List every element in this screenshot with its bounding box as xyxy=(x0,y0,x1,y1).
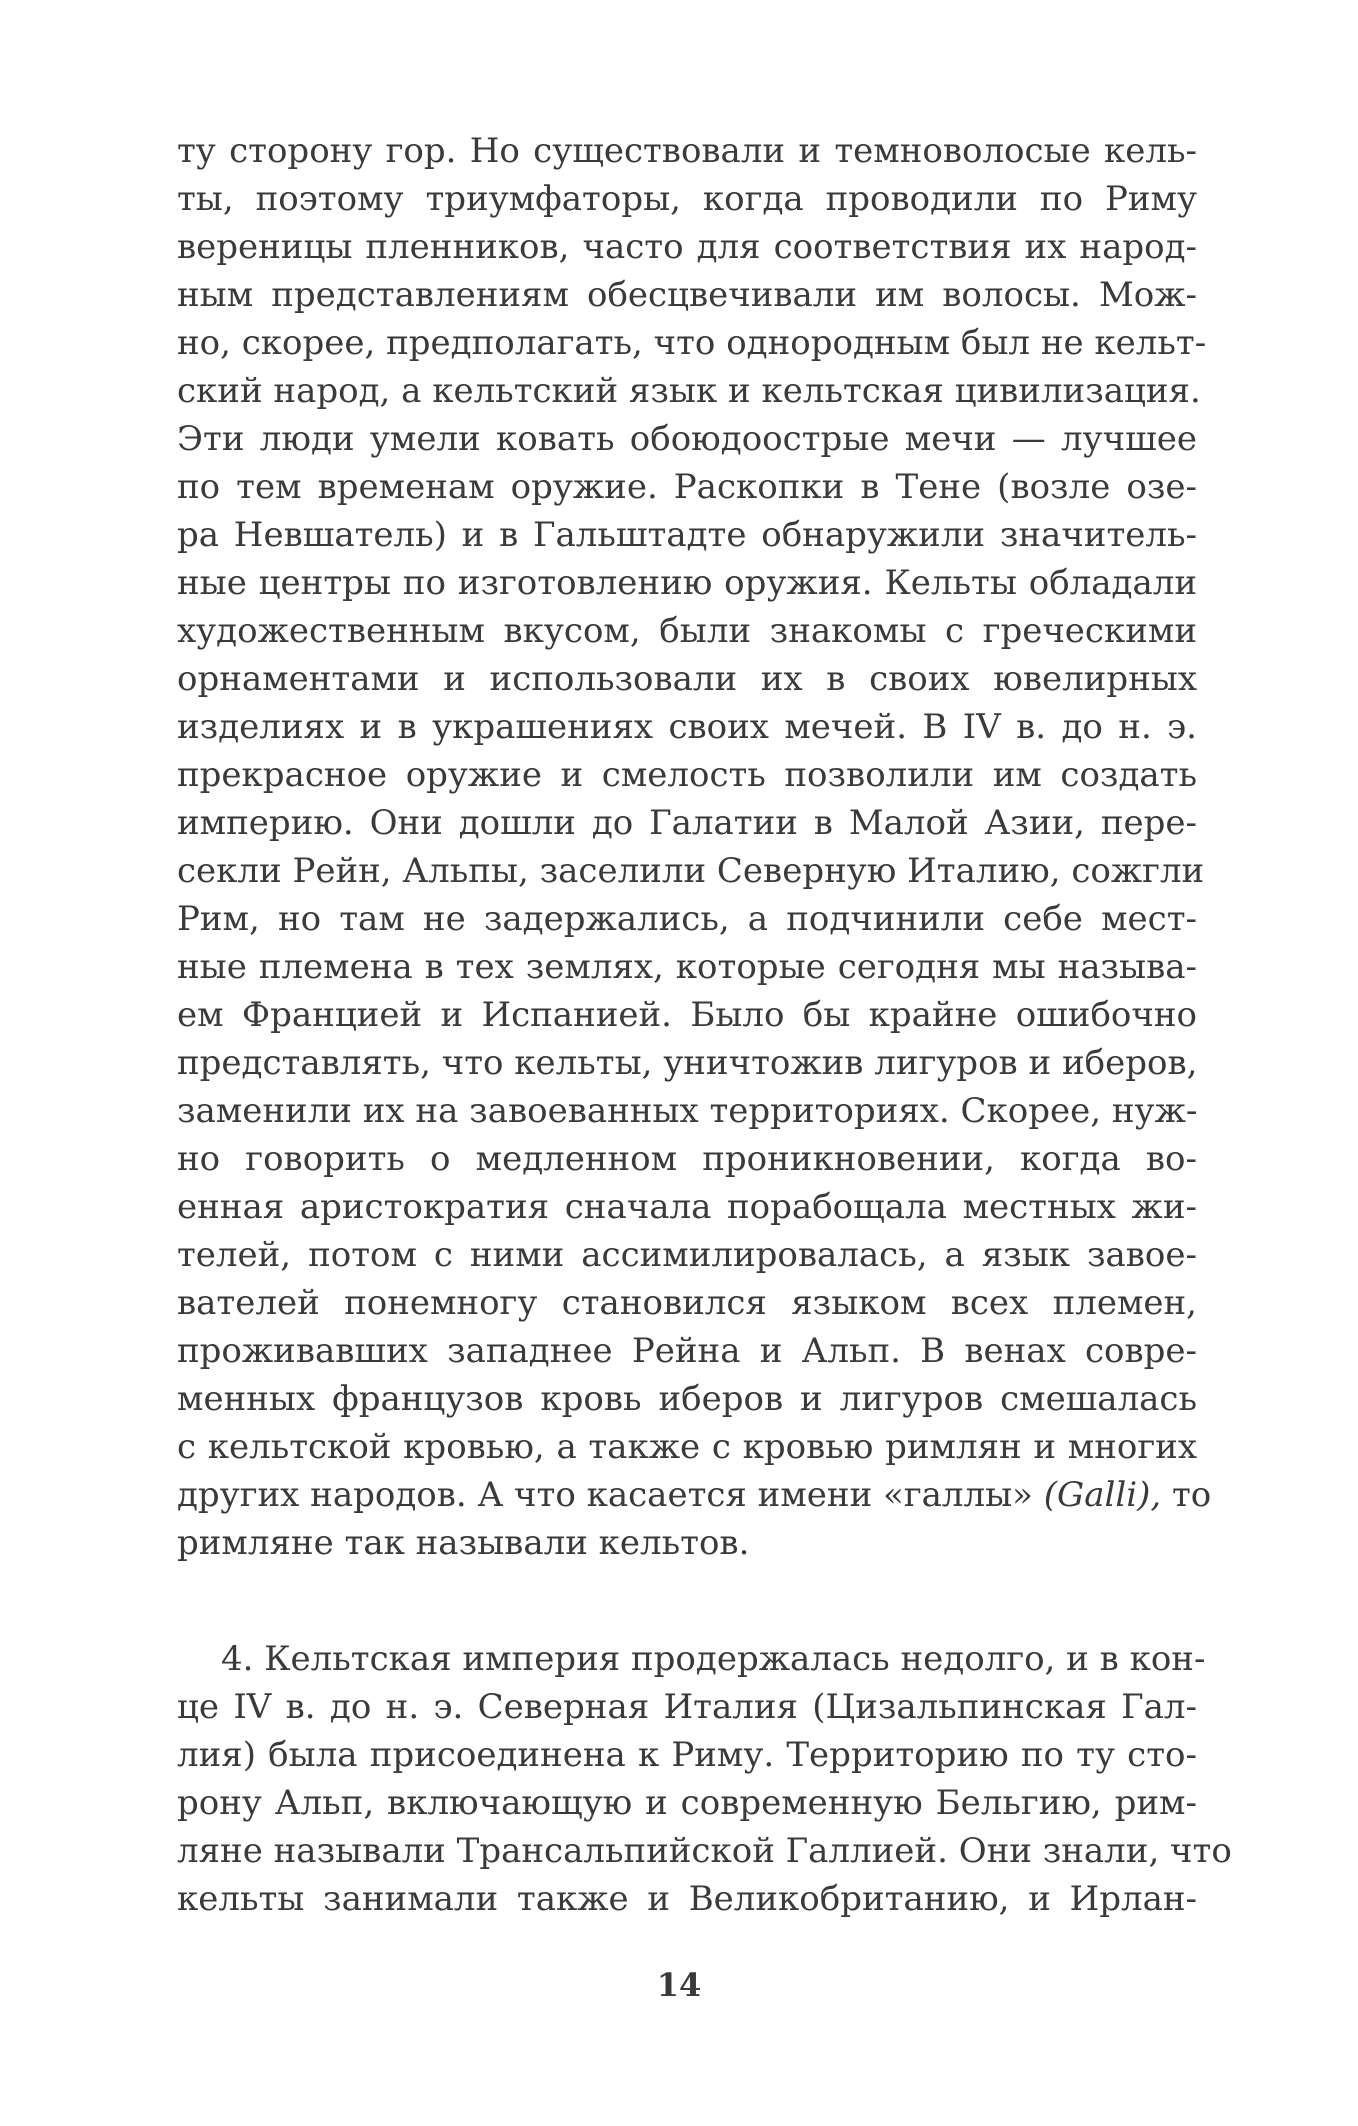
text-line: енная аристократия сначала порабощала местных жи- xyxy=(177,1187,1197,1227)
text-line: но, скорее, предполагать, что однородным был не кельт- xyxy=(177,323,1207,363)
text-line: Рим, но там не задержались, а подчинили себе мест- xyxy=(177,899,1197,939)
paragraph-2 xyxy=(177,1635,1232,1923)
text-line-with-italic xyxy=(177,1471,1212,1519)
text-line: це IV в. до н. э. Северная Италия (Цизальпинская Гал- xyxy=(177,1687,1197,1727)
text-line: ные центры по изготовлению оружия. Кельты обладали xyxy=(177,563,1197,603)
text-line: лия) была присоединена к Риму. Территорию по ту сто- xyxy=(177,1735,1197,1775)
italic-term: (Galli), xyxy=(1043,1475,1162,1515)
text-line: ные племена в тех землях, которые сегодня мы называ- xyxy=(177,947,1197,987)
text-segment: других народов. А что касается имени «галлы» xyxy=(177,1475,1044,1515)
text-line: ту сторону гор. Но существовали и темноволосые кель- xyxy=(177,131,1197,171)
text-line: изделиях и в украшениях своих мечей. В IV в. до н. э. xyxy=(177,707,1197,747)
text-line: империю. Они дошли до Галатии в Малой Азии, пере- xyxy=(177,803,1197,843)
text-line: ский народ, а кельтский язык и кельтская цивилизация. xyxy=(177,371,1201,411)
text-line: ты, поэтому триумфаторы, когда проводили по Риму xyxy=(177,179,1197,219)
text-line: кельты занимали также и Великобританию, и Ирлан- xyxy=(177,1879,1197,1919)
text-line: секли Рейн, Альпы, заселили Северную Италию, сожгли xyxy=(177,851,1205,891)
page-number: 14 xyxy=(656,1966,702,2004)
text-line: прекрасное оружие и смелость позволили им создать xyxy=(177,755,1197,795)
text-line: ем Францией и Испанией. Было бы крайне ошибочно xyxy=(177,995,1197,1035)
text-line: но говорить о медленном проникновении, когда во- xyxy=(177,1139,1197,1179)
text-line: Эти люди умели ковать обоюдоострые мечи — лучшее xyxy=(177,419,1197,459)
text-line: римляне так называли кельтов. xyxy=(177,1523,750,1563)
text-line: телей, потом с ними ассимилировалась, а язык завое- xyxy=(177,1235,1197,1275)
text-line: художественным вкусом, были знакомы с греческими xyxy=(177,611,1197,651)
text-line: ра Невшатель) и в Гальштадте обнаружили значитель- xyxy=(177,515,1197,555)
paragraph-1 xyxy=(177,127,1212,1567)
text-line: ным представлениям обесцвечивали им волосы. Мож- xyxy=(177,275,1197,315)
text-line: рону Альп, включающую и современную Бельгию, рим- xyxy=(177,1783,1197,1823)
text-line: орнаментами и использовали их в своих ювелирных xyxy=(177,659,1197,699)
body-text xyxy=(177,127,1232,1923)
text-line: 4. Кельтская империя продержалась недолго, и в кон- xyxy=(221,1639,1206,1679)
text-segment: то xyxy=(1161,1475,1212,1515)
text-line: по тем временам оружие. Раскопки в Тене (возле озе- xyxy=(177,467,1197,507)
text-line: заменили их на завоеванных территориях. Скорее, нуж- xyxy=(177,1091,1198,1131)
text-line: вателей понемногу становился языком всех племен, xyxy=(177,1283,1197,1323)
text-line: представлять, что кельты, уничтожив лигуров и иберов, xyxy=(177,1043,1198,1083)
text-line: менных французов кровь иберов и лигуров смешалась xyxy=(177,1379,1197,1419)
text-line: с кельтской кровью, а также с кровью римлян и многих xyxy=(177,1427,1197,1467)
text-line: проживавших западнее Рейна и Альп. В венах совре- xyxy=(177,1331,1197,1371)
text-line: вереницы пленников, часто для соответствия их народ- xyxy=(177,227,1197,267)
text-line: ляне называли Трансальпийской Галлией. Они знали, что xyxy=(177,1831,1232,1871)
